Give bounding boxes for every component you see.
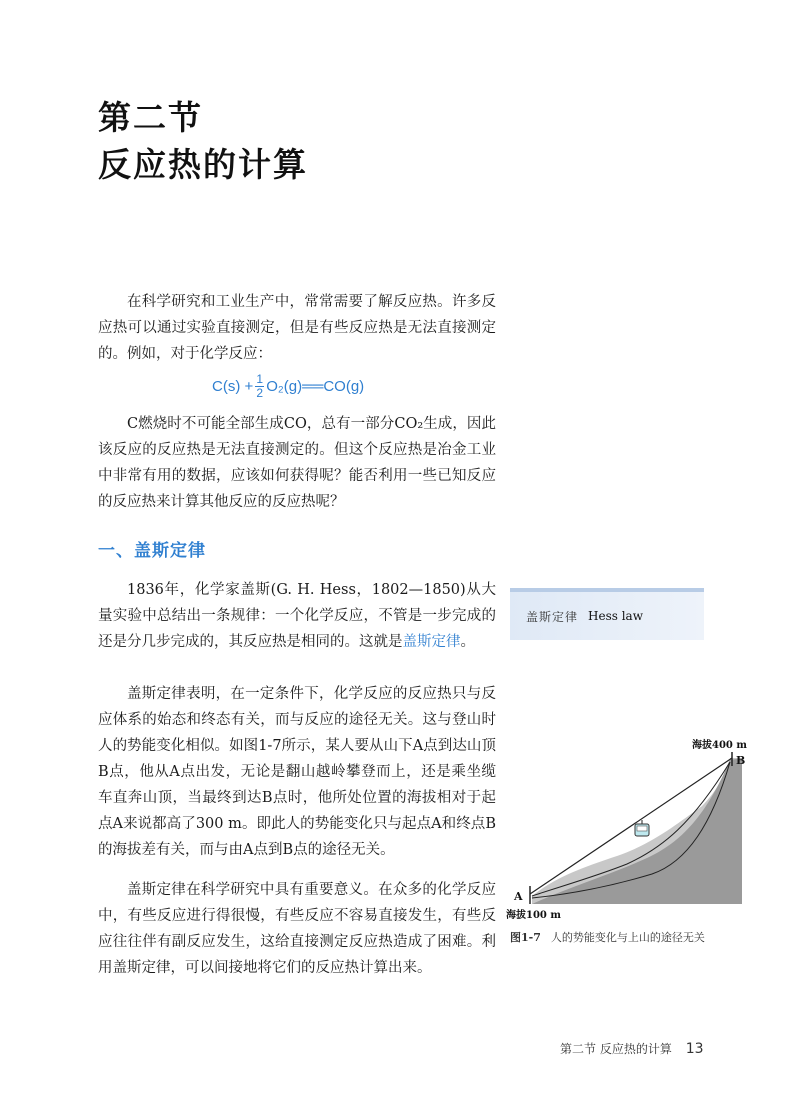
hess-p1-text: 1836年，化学家盖斯(G. H. Hess，1802—1850)从大量实验中总结出一条规律：一个化学反应，不管是一步完成的还是分几步完成的，其反应热是相同的。这就是 <box>98 582 496 650</box>
equation-fraction <box>255 373 264 400</box>
hess-paragraph-1 <box>98 577 496 655</box>
equation-left: C(s) + <box>212 378 254 395</box>
hess-p1-end: 。 <box>460 634 475 650</box>
section-heading-hess-law: 一、盖斯定律 <box>98 541 206 561</box>
chemical-equation <box>212 373 364 400</box>
label-point-a: A <box>514 890 523 903</box>
footer-title: 反应热的计算 <box>599 1042 672 1056</box>
caption-number: 图1-7 <box>510 931 541 944</box>
glossary-term-zh: 盖斯定律 <box>526 609 579 624</box>
footer-section: 第二节 <box>560 1042 597 1056</box>
mountain-figure <box>502 736 758 922</box>
page-footer <box>560 1040 704 1057</box>
fraction-numerator: 1 <box>256 372 264 386</box>
label-bottom-altitude: 海拔100 m <box>506 910 561 921</box>
hess-paragraph-3: 盖斯定律在科学研究中具有重要意义。在众多的化学反应中，有些反应进行得很慢，有些反应不容易直接发生，有些反应往往伴有副反应发生，这给直接测定反应热造成了困难。利用盖斯定律，可以间接地将它们的反应热计算出来。 <box>98 882 496 976</box>
glossary-term-en: Hess law <box>588 609 643 623</box>
page-number: 13 <box>685 1041 704 1057</box>
intro-paragraph-2: C燃烧时不可能全部生成CO，总有一部分CO₂生成，因此该反应的反应热是无法直接测定的。但这个反应热是冶金工业中非常有用的数据，应该如何获得呢？能否利用一些已知反应的反应热来计算其他反应的反应热呢？ <box>98 416 496 510</box>
hess-law-term: 盖斯定律 <box>402 634 461 650</box>
glossary-box <box>510 588 704 640</box>
equation-right: O₂(g)══CO(g) <box>266 378 365 395</box>
label-point-b: B <box>736 754 746 767</box>
figure-caption <box>510 930 710 946</box>
page-title: 反应热的计算 <box>98 145 308 184</box>
intro-paragraph-1: 在科学研究和工业生产中，常常需要了解反应热。许多反应热可以通过实验直接测定，但是有些反应热是无法直接测定的。例如，对于化学反应： <box>98 294 496 362</box>
hess-paragraph-2: 盖斯定律表明，在一定条件下，化学反应的反应热只与反应体系的始态和终态有关，而与反应的途径无关。这与登山时人的势能变化相似。如图1-7所示，某人要从山下A点到达山顶B点，他从A点出发，无论是翻山越岭攀登而上，还是乘坐缆车直奔山顶，当最终到达B点时，他所处位置的海拔相对于起点A来说都高了300 m。即此人的势能变化只与起点A和终点B的海拔差有关，而与由A点到B点的途径无关。 <box>98 686 496 858</box>
label-top-altitude: 海拔400 m <box>692 740 747 751</box>
section-number: 第二节 <box>98 98 203 137</box>
caption-text: 人的势能变化与上山的途径无关 <box>550 931 705 944</box>
fraction-denominator: 2 <box>256 386 264 400</box>
